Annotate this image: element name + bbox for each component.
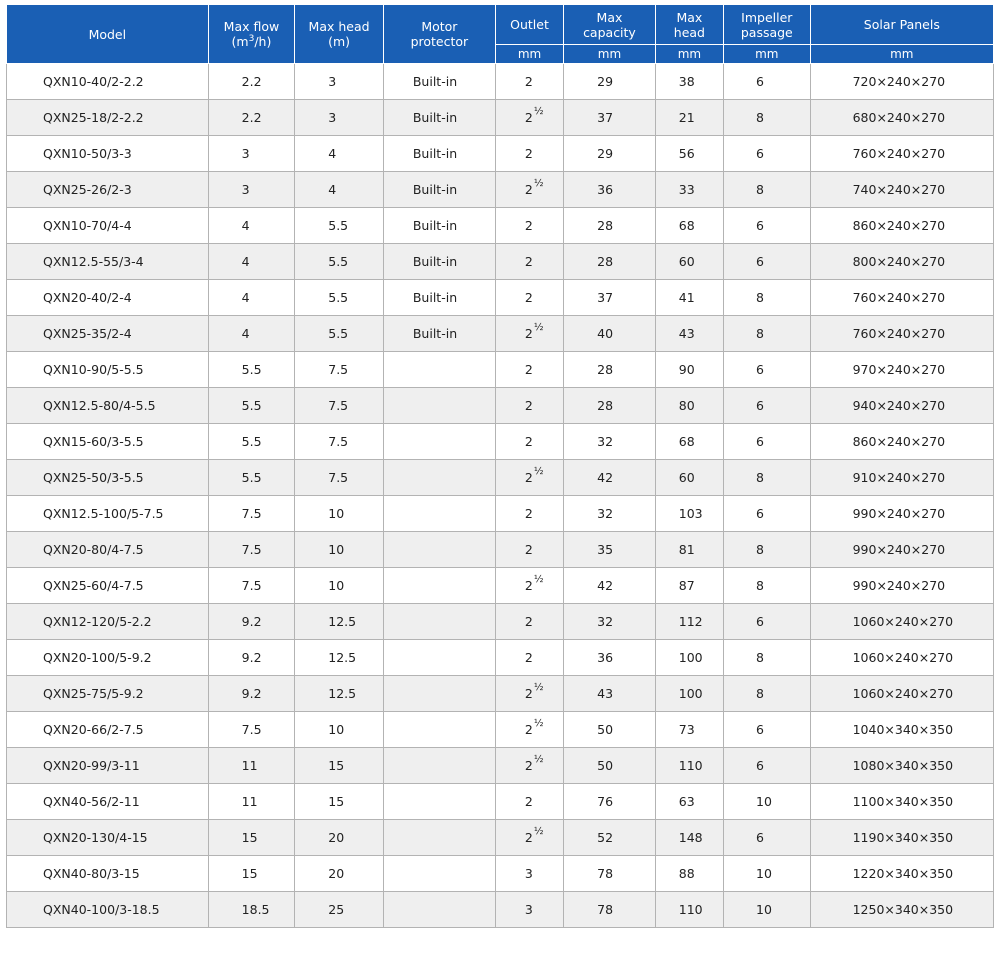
cell-max-flow: 2.2 — [208, 64, 295, 100]
cell-solar-panels: 970×240×270 — [810, 352, 993, 388]
cell-max-head: 20 — [295, 856, 384, 892]
cell-model: QXN25-18/2-2.2 — [7, 100, 209, 136]
cell-impeller-passage: 6 — [724, 748, 811, 784]
cell-outlet: $2^{\frac{1}{2}}$ — [495, 172, 563, 208]
cell-outlet: 2 — [495, 388, 563, 424]
unit-solar: mm — [810, 45, 993, 64]
cell-max-flow: 4 — [208, 208, 295, 244]
cell-outlet: 2 — [495, 424, 563, 460]
outlet-fraction: ½ — [533, 826, 544, 837]
cell-max-head-mm: 148 — [655, 820, 723, 856]
cell-max-flow: 9.2 — [208, 676, 295, 712]
cell-max-flow: 4 — [208, 280, 295, 316]
cell-model: QXN20-130/4-15 — [7, 820, 209, 856]
cell-model: QXN20-100/5-9.2 — [7, 640, 209, 676]
outlet-fraction: ½ — [533, 682, 544, 693]
cell-max-head-mm: 81 — [655, 532, 723, 568]
cell-max-head: 5.5 — [295, 244, 384, 280]
cell-max-capacity: 36 — [564, 640, 656, 676]
cell-max-capacity: 28 — [564, 352, 656, 388]
cell-model: QXN10-90/5-5.5 — [7, 352, 209, 388]
cell-solar-panels: 1060×240×270 — [810, 640, 993, 676]
cell-motor-protector: Built-in — [383, 100, 495, 136]
cell-max-capacity: 42 — [564, 568, 656, 604]
cell-max-flow: 15 — [208, 820, 295, 856]
cell-max-flow: 5.5 — [208, 460, 295, 496]
table-row — [7, 676, 994, 712]
cell-model: QXN40-80/3-15 — [7, 856, 209, 892]
cell-max-head: 4 — [295, 172, 384, 208]
cell-outlet: $2^{\frac{1}{2}}$ — [495, 676, 563, 712]
cell-model: QXN25-50/3-5.5 — [7, 460, 209, 496]
header-impeller-passage: Impeller passage — [724, 5, 811, 45]
cell-outlet: 2 — [495, 136, 563, 172]
cell-model: QXN10-40/2-2.2 — [7, 64, 209, 100]
cell-max-flow: 15 — [208, 856, 295, 892]
cell-max-flow: 7.5 — [208, 496, 295, 532]
table-row — [7, 244, 994, 280]
cell-max-head: 25 — [295, 892, 384, 928]
cell-impeller-passage: 6 — [724, 604, 811, 640]
unit-capacity: mm — [564, 45, 656, 64]
cell-solar-panels: 1220×340×350 — [810, 856, 993, 892]
cell-max-capacity: 36 — [564, 172, 656, 208]
cell-max-capacity: 32 — [564, 496, 656, 532]
cell-max-head: 7.5 — [295, 424, 384, 460]
cell-solar-panels: 990×240×270 — [810, 532, 993, 568]
cell-max-flow: 9.2 — [208, 604, 295, 640]
cell-outlet: $2^{\frac{1}{2}}$ — [495, 316, 563, 352]
cell-motor-protector: Built-in — [383, 316, 495, 352]
header-max-head: Max head (m) — [295, 5, 384, 64]
cell-impeller-passage: 8 — [724, 532, 811, 568]
cell-max-head-mm: 21 — [655, 100, 723, 136]
cell-impeller-passage: 8 — [724, 100, 811, 136]
outlet-fraction: ½ — [533, 178, 544, 189]
cell-max-head-mm: 60 — [655, 460, 723, 496]
cell-solar-panels: 860×240×270 — [810, 208, 993, 244]
cell-model: QXN12.5-80/4-5.5 — [7, 388, 209, 424]
cell-max-capacity: 78 — [564, 892, 656, 928]
table-row — [7, 172, 994, 208]
cell-max-head-mm: 110 — [655, 892, 723, 928]
cell-solar-panels: 760×240×270 — [810, 280, 993, 316]
cell-max-head-mm: 88 — [655, 856, 723, 892]
cell-model: QXN12.5-100/5-7.5 — [7, 496, 209, 532]
cell-outlet: $2^{\frac{1}{2}}$ — [495, 820, 563, 856]
cell-max-head-mm: 90 — [655, 352, 723, 388]
cell-max-head: 7.5 — [295, 388, 384, 424]
cell-max-head-mm: 103 — [655, 496, 723, 532]
table-body — [7, 64, 994, 928]
cell-max-head-mm: 73 — [655, 712, 723, 748]
cell-outlet: 2 — [495, 640, 563, 676]
cell-max-capacity: 43 — [564, 676, 656, 712]
cell-max-head-mm: 80 — [655, 388, 723, 424]
cell-impeller-passage: 6 — [724, 496, 811, 532]
cell-max-capacity: 37 — [564, 280, 656, 316]
header-model: Model — [7, 5, 209, 64]
cell-outlet: 3 — [495, 856, 563, 892]
cell-max-capacity: 42 — [564, 460, 656, 496]
cell-solar-panels: 1060×240×270 — [810, 676, 993, 712]
cell-impeller-passage: 8 — [724, 460, 811, 496]
cell-impeller-passage: 8 — [724, 172, 811, 208]
outlet-fraction: ½ — [533, 322, 544, 333]
cell-max-capacity: 52 — [564, 820, 656, 856]
cell-max-flow: 3 — [208, 172, 295, 208]
table-row — [7, 748, 994, 784]
cell-solar-panels: 1100×340×350 — [810, 784, 993, 820]
cell-model: QXN20-80/4-7.5 — [7, 532, 209, 568]
cell-model: QXN20-99/3-11 — [7, 748, 209, 784]
cell-solar-panels: 1250×340×350 — [810, 892, 993, 928]
cell-max-head-mm: 56 — [655, 136, 723, 172]
cell-impeller-passage: 8 — [724, 568, 811, 604]
cell-max-capacity: 40 — [564, 316, 656, 352]
cell-max-head: 5.5 — [295, 316, 384, 352]
cell-solar-panels: 990×240×270 — [810, 568, 993, 604]
cell-motor-protector: Built-in — [383, 280, 495, 316]
outlet-fraction: ½ — [533, 466, 544, 477]
cell-impeller-passage: 6 — [724, 388, 811, 424]
table-row — [7, 424, 994, 460]
cell-motor-protector: Built-in — [383, 244, 495, 280]
cell-max-head: 15 — [295, 748, 384, 784]
cell-motor-protector — [383, 424, 495, 460]
cell-model: QXN12-120/5-2.2 — [7, 604, 209, 640]
cell-motor-protector — [383, 568, 495, 604]
cell-max-head: 10 — [295, 712, 384, 748]
cell-impeller-passage: 8 — [724, 640, 811, 676]
table-row — [7, 820, 994, 856]
cell-max-flow: 7.5 — [208, 568, 295, 604]
cell-solar-panels: 860×240×270 — [810, 424, 993, 460]
cell-max-head: 3 — [295, 100, 384, 136]
cell-max-flow: 5.5 — [208, 424, 295, 460]
header-max-capacity: Max capacity — [564, 5, 656, 45]
cell-max-head-mm: 63 — [655, 784, 723, 820]
cell-model: QXN40-56/2-11 — [7, 784, 209, 820]
table-row — [7, 856, 994, 892]
cell-motor-protector: Built-in — [383, 136, 495, 172]
pump-spec-table — [6, 4, 994, 928]
table-row — [7, 100, 994, 136]
table-row — [7, 784, 994, 820]
cell-max-head: 5.5 — [295, 208, 384, 244]
table-row — [7, 496, 994, 532]
cell-model: QXN20-40/2-4 — [7, 280, 209, 316]
cell-max-head: 15 — [295, 784, 384, 820]
cell-outlet: 2 — [495, 604, 563, 640]
cell-max-capacity: 37 — [564, 100, 656, 136]
cell-outlet: $2^{\frac{1}{2}}$ — [495, 748, 563, 784]
header-solar-panels: Solar Panels — [810, 5, 993, 45]
cell-max-head: 20 — [295, 820, 384, 856]
cell-motor-protector — [383, 820, 495, 856]
cell-model: QXN25-75/5-9.2 — [7, 676, 209, 712]
table-row — [7, 604, 994, 640]
cell-model: QXN10-70/4-4 — [7, 208, 209, 244]
cell-max-head: 4 — [295, 136, 384, 172]
cell-outlet: $2^{\frac{1}{2}}$ — [495, 100, 563, 136]
table-row — [7, 208, 994, 244]
cell-max-capacity: 50 — [564, 712, 656, 748]
cell-model: QXN25-60/4-7.5 — [7, 568, 209, 604]
cell-motor-protector — [383, 640, 495, 676]
cell-max-capacity: 28 — [564, 208, 656, 244]
cell-max-capacity: 29 — [564, 64, 656, 100]
cell-max-capacity: 78 — [564, 856, 656, 892]
cell-motor-protector: Built-in — [383, 172, 495, 208]
cell-solar-panels: 720×240×270 — [810, 64, 993, 100]
cell-max-capacity: 50 — [564, 748, 656, 784]
cell-max-head: 12.5 — [295, 676, 384, 712]
cell-max-head: 12.5 — [295, 640, 384, 676]
cell-solar-panels: 760×240×270 — [810, 316, 993, 352]
cell-motor-protector — [383, 856, 495, 892]
cell-model: QXN10-50/3-3 — [7, 136, 209, 172]
cell-max-head: 7.5 — [295, 460, 384, 496]
cell-outlet: 2 — [495, 532, 563, 568]
cell-motor-protector — [383, 352, 495, 388]
header-max-flow: Max flow $(m^3/h)$ — [208, 5, 295, 64]
cell-impeller-passage: 10 — [724, 856, 811, 892]
table-row — [7, 136, 994, 172]
cell-impeller-passage: 6 — [724, 136, 811, 172]
table-row — [7, 280, 994, 316]
cell-solar-panels: 1080×340×350 — [810, 748, 993, 784]
cell-motor-protector — [383, 604, 495, 640]
table-row — [7, 568, 994, 604]
cell-impeller-passage: 8 — [724, 676, 811, 712]
table-row — [7, 316, 994, 352]
cell-max-flow: 5.5 — [208, 388, 295, 424]
cell-max-flow: 7.5 — [208, 712, 295, 748]
cell-solar-panels: 800×240×270 — [810, 244, 993, 280]
table-row — [7, 352, 994, 388]
cell-max-head: 10 — [295, 568, 384, 604]
cell-max-head: 5.5 — [295, 280, 384, 316]
cell-outlet: $2^{\frac{1}{2}}$ — [495, 568, 563, 604]
cell-motor-protector — [383, 496, 495, 532]
cell-solar-panels: 1190×340×350 — [810, 820, 993, 856]
cell-max-capacity: 35 — [564, 532, 656, 568]
cell-max-head-mm: 100 — [655, 640, 723, 676]
cell-motor-protector — [383, 784, 495, 820]
cell-impeller-passage: 6 — [724, 424, 811, 460]
outlet-fraction: ½ — [533, 574, 544, 585]
cell-max-head: 10 — [295, 532, 384, 568]
cell-motor-protector — [383, 388, 495, 424]
cell-max-head: 10 — [295, 496, 384, 532]
cell-max-flow: 9.2 — [208, 640, 295, 676]
unit-head: mm — [655, 45, 723, 64]
table-row — [7, 388, 994, 424]
cell-impeller-passage: 6 — [724, 352, 811, 388]
cell-motor-protector — [383, 460, 495, 496]
cell-max-flow: 5.5 — [208, 352, 295, 388]
cell-max-capacity: 29 — [564, 136, 656, 172]
cell-solar-panels: 940×240×270 — [810, 388, 993, 424]
cell-max-flow: 4 — [208, 244, 295, 280]
cell-outlet: 2 — [495, 784, 563, 820]
cell-solar-panels: 680×240×270 — [810, 100, 993, 136]
cell-max-head-mm: 100 — [655, 676, 723, 712]
outlet-fraction: ½ — [533, 106, 544, 117]
cell-max-head-mm: 43 — [655, 316, 723, 352]
cell-impeller-passage: 10 — [724, 892, 811, 928]
cell-max-capacity: 32 — [564, 604, 656, 640]
cell-outlet: 2 — [495, 496, 563, 532]
table-row — [7, 892, 994, 928]
table-row — [7, 712, 994, 748]
cell-outlet: 2 — [495, 280, 563, 316]
cell-impeller-passage: 6 — [724, 712, 811, 748]
table-row — [7, 64, 994, 100]
cell-motor-protector — [383, 532, 495, 568]
cell-outlet: 3 — [495, 892, 563, 928]
cell-motor-protector: Built-in — [383, 208, 495, 244]
cell-max-head-mm: 87 — [655, 568, 723, 604]
header-max-head-mm: Max head — [655, 5, 723, 45]
cell-max-flow: 11 — [208, 784, 295, 820]
cell-max-flow: 7.5 — [208, 532, 295, 568]
cell-max-head: 3 — [295, 64, 384, 100]
outlet-fraction: ½ — [533, 718, 544, 729]
header-motor-protector: Motor protector — [383, 5, 495, 64]
cell-outlet: 2 — [495, 64, 563, 100]
cell-max-capacity: 28 — [564, 244, 656, 280]
cell-outlet: 2 — [495, 244, 563, 280]
cell-impeller-passage: 8 — [724, 280, 811, 316]
table-header — [7, 5, 994, 64]
cell-max-head-mm: 60 — [655, 244, 723, 280]
cell-model: QXN12.5-55/3-4 — [7, 244, 209, 280]
cell-max-capacity: 28 — [564, 388, 656, 424]
cell-motor-protector — [383, 892, 495, 928]
cell-solar-panels: 990×240×270 — [810, 496, 993, 532]
cell-max-capacity: 32 — [564, 424, 656, 460]
cell-model: QXN20-66/2-7.5 — [7, 712, 209, 748]
max-flow-unit: $(m^3/h)$ — [231, 33, 272, 49]
cell-solar-panels: 1040×340×350 — [810, 712, 993, 748]
cell-impeller-passage: 6 — [724, 820, 811, 856]
cell-max-flow: 18.5 — [208, 892, 295, 928]
cell-outlet: $2^{\frac{1}{2}}$ — [495, 712, 563, 748]
cell-motor-protector — [383, 712, 495, 748]
cell-solar-panels: 760×240×270 — [810, 136, 993, 172]
table-row — [7, 532, 994, 568]
unit-impeller: mm — [724, 45, 811, 64]
cell-max-flow: 11 — [208, 748, 295, 784]
cell-max-head-mm: 68 — [655, 208, 723, 244]
cell-solar-panels: 740×240×270 — [810, 172, 993, 208]
cell-max-head-mm: 110 — [655, 748, 723, 784]
cell-model: QXN25-35/2-4 — [7, 316, 209, 352]
unit-outlet: mm — [495, 45, 563, 64]
cell-impeller-passage: 8 — [724, 316, 811, 352]
cell-outlet: 2 — [495, 208, 563, 244]
cell-motor-protector — [383, 676, 495, 712]
cell-max-head: 12.5 — [295, 604, 384, 640]
table-row — [7, 460, 994, 496]
cell-outlet: 2 — [495, 352, 563, 388]
cell-impeller-passage: 10 — [724, 784, 811, 820]
cell-max-head-mm: 112 — [655, 604, 723, 640]
cell-model: QXN25-26/2-3 — [7, 172, 209, 208]
cell-outlet: $2^{\frac{1}{2}}$ — [495, 460, 563, 496]
cell-max-head-mm: 68 — [655, 424, 723, 460]
cell-solar-panels: 910×240×270 — [810, 460, 993, 496]
cell-impeller-passage: 6 — [724, 208, 811, 244]
cell-max-head-mm: 38 — [655, 64, 723, 100]
cell-motor-protector: Built-in — [383, 64, 495, 100]
cell-model: QXN15-60/3-5.5 — [7, 424, 209, 460]
cell-max-flow: 3 — [208, 136, 295, 172]
cell-solar-panels: 1060×240×270 — [810, 604, 993, 640]
outlet-fraction: ½ — [533, 754, 544, 765]
cell-max-head: 7.5 — [295, 352, 384, 388]
cell-motor-protector — [383, 748, 495, 784]
cell-impeller-passage: 6 — [724, 64, 811, 100]
cell-max-flow: 4 — [208, 316, 295, 352]
cell-max-head-mm: 41 — [655, 280, 723, 316]
header-outlet: Outlet — [495, 5, 563, 45]
cell-max-flow: 2.2 — [208, 100, 295, 136]
cell-max-head-mm: 33 — [655, 172, 723, 208]
table-row — [7, 640, 994, 676]
cell-impeller-passage: 6 — [724, 244, 811, 280]
cell-model: QXN40-100/3-18.5 — [7, 892, 209, 928]
cell-max-capacity: 76 — [564, 784, 656, 820]
